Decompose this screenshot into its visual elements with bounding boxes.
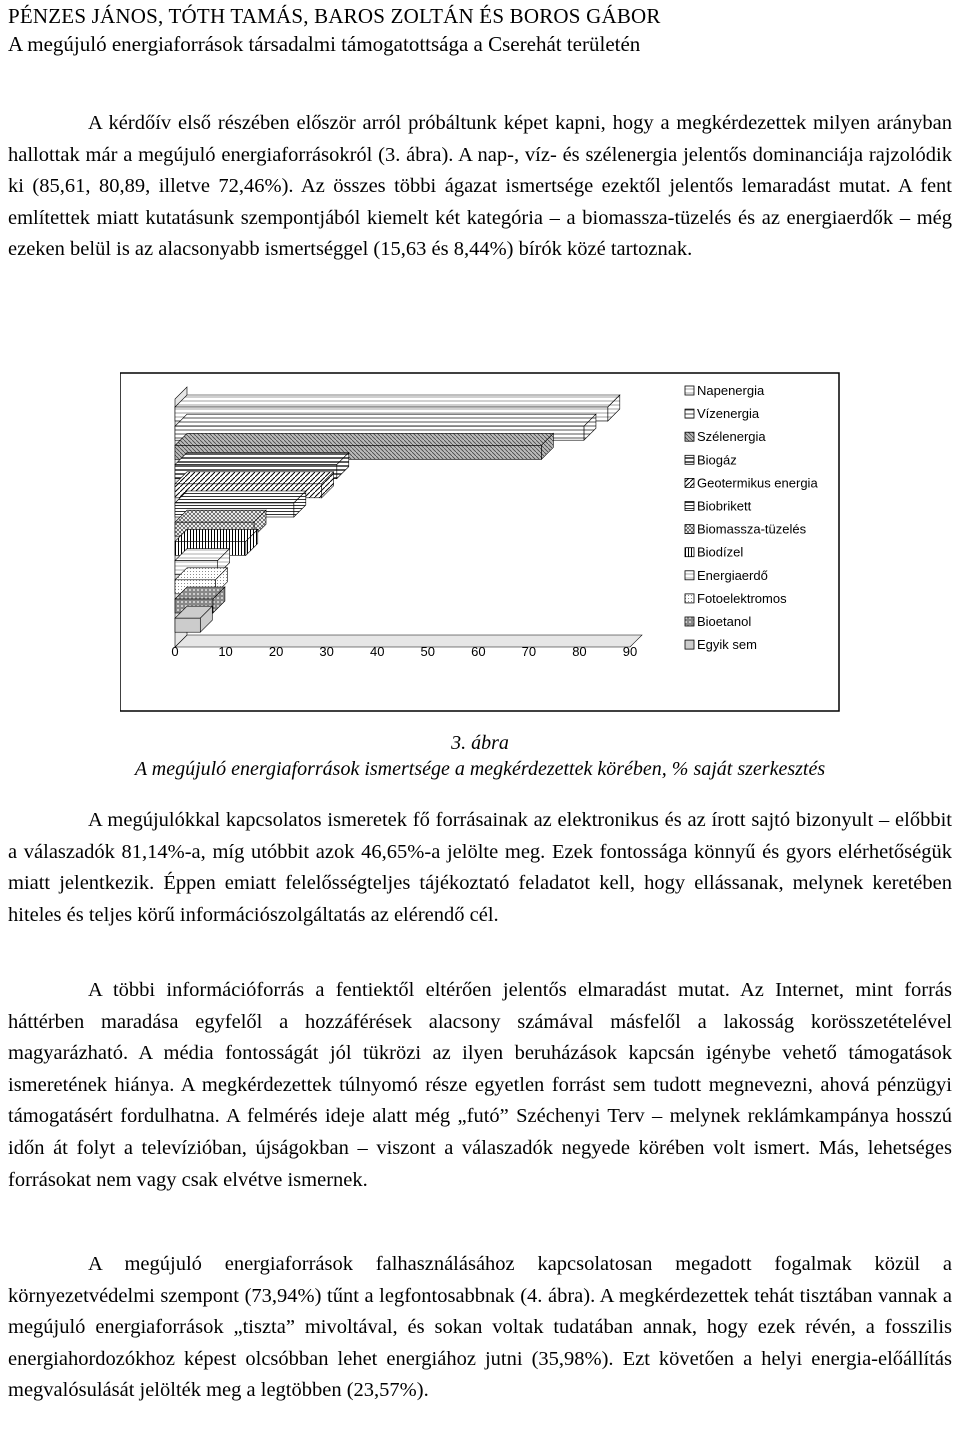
running-title: A megújuló energiaforrások társadalmi támogatottsága a Cserehát területén	[8, 32, 641, 56]
x-tick-label: 10	[218, 644, 233, 659]
authors: PÉNZES JÁNOS, TÓTH TAMÁS, BAROS ZOLTÁN ÉS BOROS GÁBOR	[8, 4, 661, 28]
legend-label: Biobrikett	[697, 498, 752, 514]
legend-swatch	[685, 525, 694, 534]
chart-figure	[120, 372, 840, 712]
legend-label: Energiaerdő	[697, 567, 768, 583]
legend-swatch	[685, 548, 694, 557]
legend-label: Biomassza-tüzelés	[697, 521, 807, 537]
legend-swatch	[685, 455, 694, 464]
legend-label: Napenergia	[697, 383, 765, 398]
legend-swatch	[685, 594, 694, 603]
legend-label: Biogáz	[697, 452, 737, 468]
x-tick-label: 50	[420, 644, 436, 659]
x-tick-label: 30	[319, 644, 334, 659]
legend-swatch	[685, 432, 694, 441]
x-tick-label: 0	[171, 644, 179, 659]
legend-label: Biodízel	[697, 544, 744, 560]
legend-label: Vízenergia	[697, 406, 760, 422]
legend-label: Szélenergia	[697, 429, 766, 445]
x-tick-label: 70	[521, 644, 537, 659]
x-tick-label: 80	[572, 644, 587, 659]
paragraph-1: A kérdőív első részében először arról próbáltunk képet kapni, hogy a megkérdezettek milyen arányban hallottak már a megújuló energiaforrásokról (3. ábra). A nap-, víz- és szélenergia jelentős dominanciája rajzolódik ki (85,61, 80,89, illetve 72,46%). Az összes többi ágazat ismertsége ezektől jelentős lemaradást mutat. A fent említettek miatt kutatásunk szempontjából kiemelt két kategória – a biomassza-tüzelés és az energiaerdők – még ezeken belül is az alacsonyabb ismertséggel (15,63 és 8,44%) bírók közé tartoznak.	[8, 112, 952, 261]
x-tick-label: 60	[471, 644, 486, 659]
figure-caption: A megújuló energiaforrások ismertsége a megkérdezettek körében, % saját szerkesztés	[134, 758, 826, 780]
x-tick-label: 20	[268, 644, 284, 659]
legend-swatch	[685, 640, 694, 649]
legend-swatch	[685, 502, 694, 511]
legend-swatch	[685, 386, 694, 395]
legend-label: Egyik sem	[697, 637, 757, 653]
paragraph-3: A többi információforrás a fentiektől eltérően jelentős elmaradást mutat. Az Internet, mint forrás háttérben maradása egyfelől a hozzáférések alacsony számával másfelől a lakosság korösszetételével magyarázható. A média fontosságát jól tükrözi az ilyen beruházások kapcsán igénybe vehető támogatások ismeretének hiánya. A megkérdezettek túlnyomó része egyetlen forrást sem tudott megnevezni, ahová pénzügyi támogatásért fordulhatna. A felmérés ideje alatt még „futó” Széchenyi Terv – melynek reklámkampánya hosszú időn át folyt a televízióban, újságokban – viszont a válaszadók negyede körében volt ismert. Más, lehetséges forrásokat nem vagy csak elvétve ismernek.	[8, 979, 952, 1191]
legend-swatch	[685, 617, 694, 626]
legend-label: Geotermikus energia	[697, 475, 818, 491]
legend-label: Fotoelektromos	[697, 590, 787, 606]
paragraph-2: A megújulókkal kapcsolatos ismeretek fő forrásainak az elektronikus és az írott sajtó bizonyult – előbbit a válaszadók 81,14%-a, míg utóbbit azok 46,65%-a jelölte meg. Ezek fontossága könnyű és gyors elérhetőségük miatt jelentkezik. Éppen emiatt felelősségteljes tájékoztató feladatot kell, hogy ellássanak, melynek keretében hiteles és teljes körű információszolgáltatás az elérendő cél.	[8, 809, 952, 926]
legend-swatch	[685, 409, 694, 418]
legend-label: Bioetanol	[697, 614, 752, 629]
legend-swatch	[685, 571, 694, 580]
page-header	[8, 2, 948, 58]
x-tick-label: 90	[622, 644, 638, 659]
figure-number: 3. ábra	[451, 732, 509, 754]
legend-swatch	[685, 478, 694, 487]
paragraph-4: A megújuló energiaforrások falhasználásához kapcsolatosan megadott fogalmak közül a környezetvédelmi szempont (73,94%) tűnt a legfontosabbnak (4. ábra). A megkérdezettek tehát tisztában vannak a megújuló energiaforrások „tiszta” mivoltával, és sokan voltak tudatában annak, hogy ezek révén, a fosszilis energiahordozókhoz képest olcsóbban lehet energiához jutni (35,98%). Ezt követően a helyi energia-előállítás megvalósulását jelölték meg a legtöbben (23,57%).	[8, 1253, 952, 1402]
x-tick-label: 40	[369, 644, 385, 659]
